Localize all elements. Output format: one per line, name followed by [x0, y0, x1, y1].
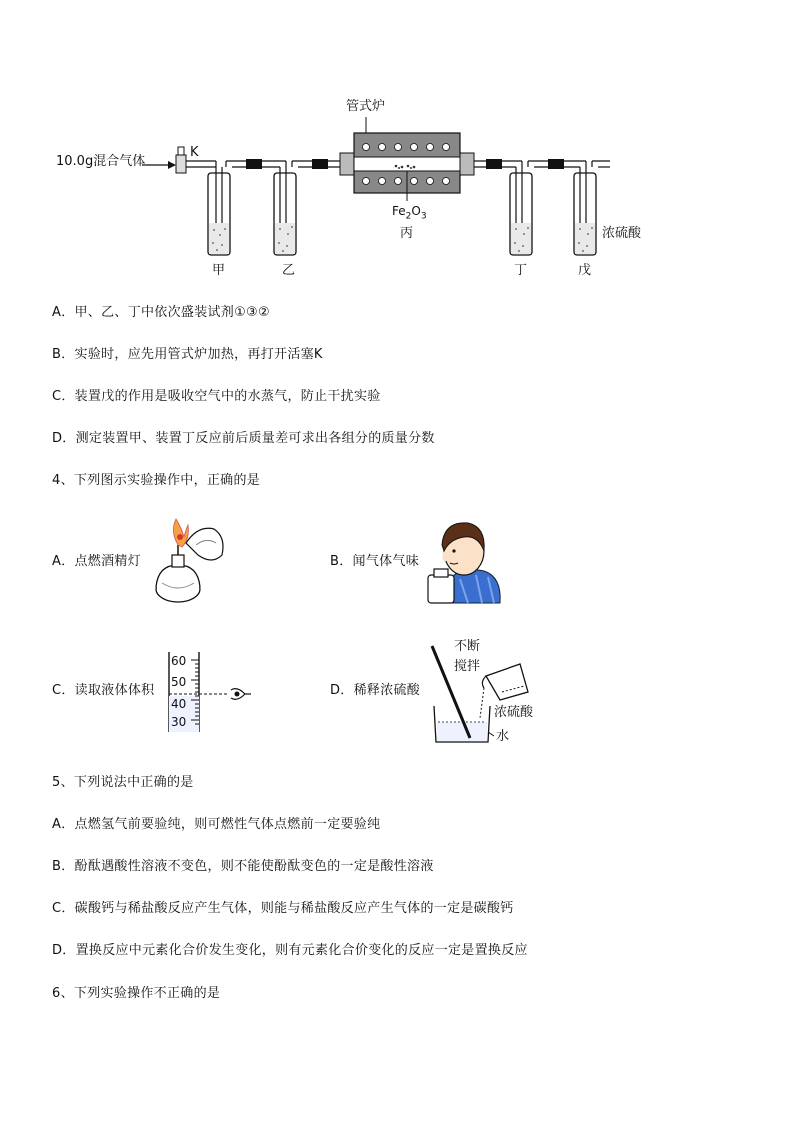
q3-option-b: B．实验时，应先用管式炉加热，再打开活塞K — [52, 347, 323, 362]
q4-option-a: A．点燃酒精灯 — [52, 554, 141, 569]
smell-gas-illustration — [424, 515, 504, 607]
device-ding-label: 丁 — [514, 263, 528, 278]
q4-option-d: D．稀释浓硫酸 — [330, 683, 421, 698]
q6-stem: 6、下列实验操作不正确的是 — [52, 986, 221, 1001]
cylinder-tick-50: 50 — [171, 675, 187, 689]
apparatus-figure — [50, 95, 670, 285]
alcohol-lamp-illustration — [148, 515, 230, 607]
device-bing-label: 丙 — [400, 226, 414, 241]
fe2o3-fe: Fe — [392, 204, 406, 218]
q4-option-b: B．闻气体气味 — [330, 554, 420, 569]
apparatus-diagram — [50, 95, 670, 285]
cylinder-tick-60: 60 — [171, 654, 187, 668]
tube-furnace-label: 管式炉 — [346, 99, 386, 114]
graduated-cylinder-figure — [165, 650, 255, 734]
q3-option-d: D．测定装置甲、装置丁反应前后质量差可求出各组分的质量分数 — [52, 431, 435, 446]
q3-option-c: C．装置戊的作用是吸收空气中的水蒸气，防止干扰实验 — [52, 389, 381, 404]
stir-label-1: 不断 — [454, 639, 481, 654]
cylinder-tick-30: 30 — [171, 715, 187, 729]
cylinder-tick-40: 40 — [171, 697, 187, 711]
q4-stem: 4、下列图示实验操作中，正确的是 — [52, 473, 261, 488]
dilute-acid-illustration — [424, 636, 554, 748]
q5-option-a: A．点燃氢气前要验纯，则可燃性气体点燃前一定要验纯 — [52, 817, 381, 832]
fe2o3-sub-2: 2 — [405, 211, 412, 222]
stir-label-2: 搅拌 — [454, 659, 481, 674]
valve-k-label: K — [190, 145, 199, 160]
q5-option-c: C．碳酸钙与稀盐酸反应产生气体，则能与稀盐酸反应产生气体的一定是碳酸钙 — [52, 901, 514, 916]
q5-stem: 5、下列说法中正确的是 — [52, 775, 194, 790]
concentrated-sulfuric-acid-label: 浓硫酸 — [602, 226, 642, 241]
dilute-acid-figure — [424, 636, 554, 748]
fe2o3-sub-3: 3 — [420, 211, 427, 222]
input-gas-label: 10.0g混合气体 — [56, 154, 146, 169]
alcohol-lamp-figure — [148, 515, 230, 607]
q5-option-d: D．置换反应中元素化合价发生变化，则有元素化合价变化的反应一定是置换反应 — [52, 943, 528, 958]
fe2o3-label — [392, 203, 427, 224]
water-label: 水 — [496, 729, 510, 744]
q4-option-c: C．读取液体体积 — [52, 683, 155, 698]
q5-option-b: B．酚酞遇酸性溶液不变色，则不能使酚酞变色的一定是酸性溶液 — [52, 859, 434, 874]
device-yi-label: 乙 — [282, 263, 296, 278]
device-wu-label: 戊 — [578, 263, 592, 278]
device-jia-label: 甲 — [212, 263, 226, 278]
fe2o3-o: O — [411, 204, 421, 218]
smell-gas-figure — [424, 515, 504, 607]
q3-option-a: A．甲、乙、丁中依次盛装试剂①③② — [52, 305, 270, 320]
conc-acid-label: 浓硫酸 — [494, 705, 534, 720]
